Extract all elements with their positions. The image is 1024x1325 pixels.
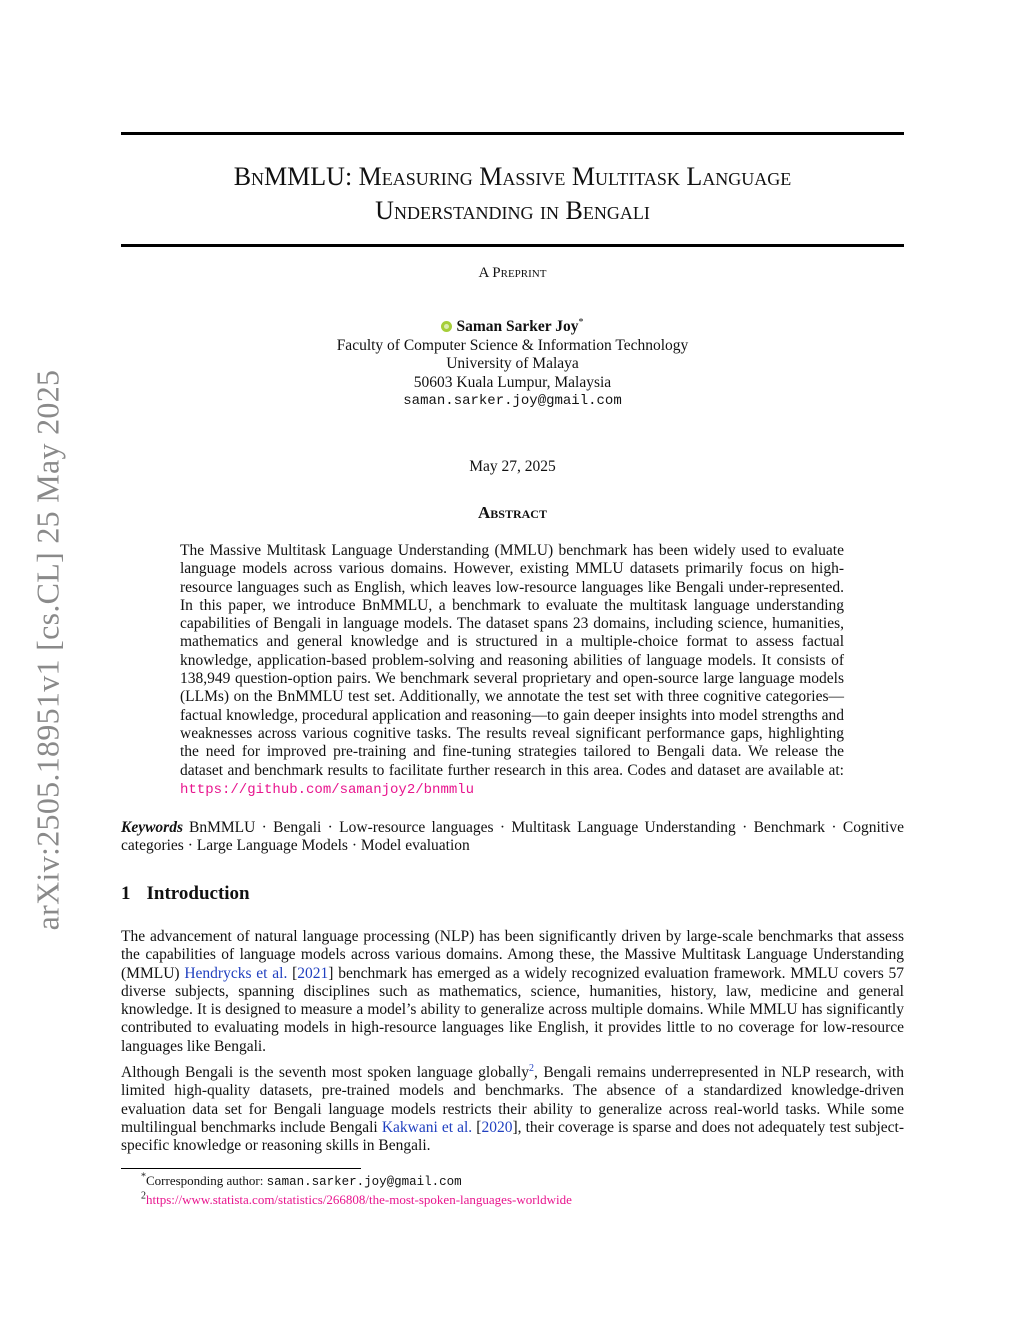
citation-kakwani[interactable]: Kakwani et al. [381,1118,473,1136]
paper-title-line2: Understanding in Bengali [375,196,650,225]
footnote-1 [141,1172,572,1191]
author-marker: * [578,316,584,328]
author-line [121,318,904,337]
footnote-2 [141,1191,572,1209]
section-heading-introduction [121,883,250,905]
footnote-rule [121,1168,361,1169]
paper-date: May 27, 2025 [469,458,556,475]
author-block [121,318,904,411]
author-name: Saman Sarker Joy [456,318,579,335]
intro-paragraph-1: The advancement of natural language processing (NLP) has been significantly driven by large-scale benchmarks that assess the capabilities of language models across various domains. Among these, the Massive Multitask Language Understanding (MMLU) Hendrycks et al. [2021] benchmark has emerged as a widely recognized evaluation framework. MMLU covers 57 diverse subjects, spanning disciplines such as mathematics, science, humanities, history, law, medicine and general knowledge. It is designed to measure a model’s ability to generalize across multiple domains. While MMLU has significantly contributed to evaluating models in high-resource languages like English, it provides little to no coverage for low-resource languages like Bengali. [121,928,905,1055]
keywords-text: BnMMLU · Bengali · Low-resource languages · Multitask Language Understanding · Benchmark · Cognitive categories · Large Language Models · Model evaluation [121,819,904,855]
keywords [121,819,904,856]
preprint-label: A Preprint [478,265,547,281]
intro-p1-text-a: The advancement of natural language processing (NLP) has been significantly driven by large-scale benchmarks that assess the capabilities of language models across various domains. Among these, the Massive Multitask Language Understanding (MMLU) [121,928,904,982]
intro-paragraph-2: Although Bengali is the seventh most spoken language globally$^2$, Bengali remains underrepresented in NLP research, with limited high-quality datasets, pre-trained models and benchmarks. The absence of a standardized knowledge-driven evaluation data set for Bengali language models restricts their ability to generalize across real-world tasks. While some multilingual benchmarks include Bengali Kakwani et al. [2020], their coverage is sparse and does not adequately test subject-specific knowledge or reasoning skills in Bengali. [121,1062,905,1155]
footnote-2-link[interactable]: https://www.statista.com/statistics/266808/the-most-spoken-languages-worldwide [146,1192,572,1207]
citation-hendrycks[interactable]: Hendrycks et al. [184,964,288,982]
intro-p1-text-b: benchmark has emerged as a widely recognized evaluation framework. MMLU covers 57 diverse subjects, spanning disciplines such as mathematics, science, humanities, history, law, medicine and general knowledge. It is designed to measure a model’s ability to generalize across multiple domains. While MMLU has significantly contributed to evaluating models in high-resource languages like English, it provides little to no coverage for low-resource languages like Bengali. [121,964,905,1055]
orcid-icon[interactable] [441,321,452,332]
author-address: 50603 Kuala Lumpur, Malaysia [413,373,612,391]
abstract-text: The Massive Multitask Language Understanding (MMLU) benchmark has been widely used to evaluate language models across various domains. However, existing MMLU datasets primarily focus on high-resource languages such as English, which leaves low-resource languages like Bengali under-represented. In this paper, we introduce BnMMLU, a benchmark to evaluate the multitask language understanding capabilities of Bengali in language models. The dataset spans 23 domains, including science, humanities, mathematics and general knowledge and is structured in a multiple-choice format to assess factual knowledge, application-based problem-solving and reasoning abilities of language models. It consists of 138,949 question-option pairs. We benchmark several proprietary and open-source large language models (LLMs) on the BnMMLU test set. Additionally, we annotate the test set with three cognitive categories—factual knowledge, procedural application and reasoning—to gain deeper insights into model strengths and weaknesses across various cognitive tasks. The results reveal significant performance gaps, highlighting the need for improved pre-training and fine-tuning strategies tailored to Bengali data. We release the dataset and benchmark results to facilitate further research in this area. Codes and dataset are available at: [180,542,844,779]
keywords-label: Keywords [121,819,183,836]
author-university: University of Malaya [446,355,579,372]
section-number: 1 [121,883,131,904]
author-affiliation: Faculty of Computer Science & Information Technology [336,336,689,354]
abstract-body [180,542,844,799]
citation-kakwani-year[interactable]: 2020 [481,1118,513,1136]
footnote-1-email[interactable]: saman.sarker.joy@gmail.com [266,1175,462,1189]
footnote-ref-2[interactable]: 2 [528,1062,534,1074]
abstract-heading: Abstract [478,503,547,522]
paper-title-line1: BnMMLU: Measuring Massive Multitask Language [233,162,792,191]
footnotes [141,1172,572,1209]
title-top-rule [121,132,904,135]
intro-p2-text-a: Although Bengali is the seventh most spoken language globally [121,1064,529,1081]
footnote-1-text: Corresponding author: [146,1173,264,1188]
title-bottom-rule [121,244,904,247]
citation-hendrycks-year[interactable]: 2021 [297,964,329,982]
paper-title [121,160,904,228]
section-title: Introduction [146,883,250,904]
intro-p2-text-c: , their coverage is sparse and does not adequately test subject-specific knowledge or reasoning skills in Bengali. [121,1118,905,1155]
arxiv-identifier-stamp: arXiv:2505.18951v1 [cs.CL] 25 May 2025 [29,369,66,931]
intro-p2-text-b: , Bengali remains underrepresented in NLP research, with limited high-quality datasets, pre-trained models and benchmarks. The absence of a standardized knowledge-driven evaluation data set for Bengali language models restricts their ability to generalize across real-world tasks. While some multilingual benchmarks include Bengali [121,1064,904,1136]
footnote-2-marker: 2 [141,1190,146,1202]
github-link[interactable]: https://github.com/samanjoy2/bnmmlu [180,781,475,798]
footnote-1-marker: * [141,1171,146,1183]
author-email[interactable]: saman.sarker.joy@gmail.com [403,393,622,409]
